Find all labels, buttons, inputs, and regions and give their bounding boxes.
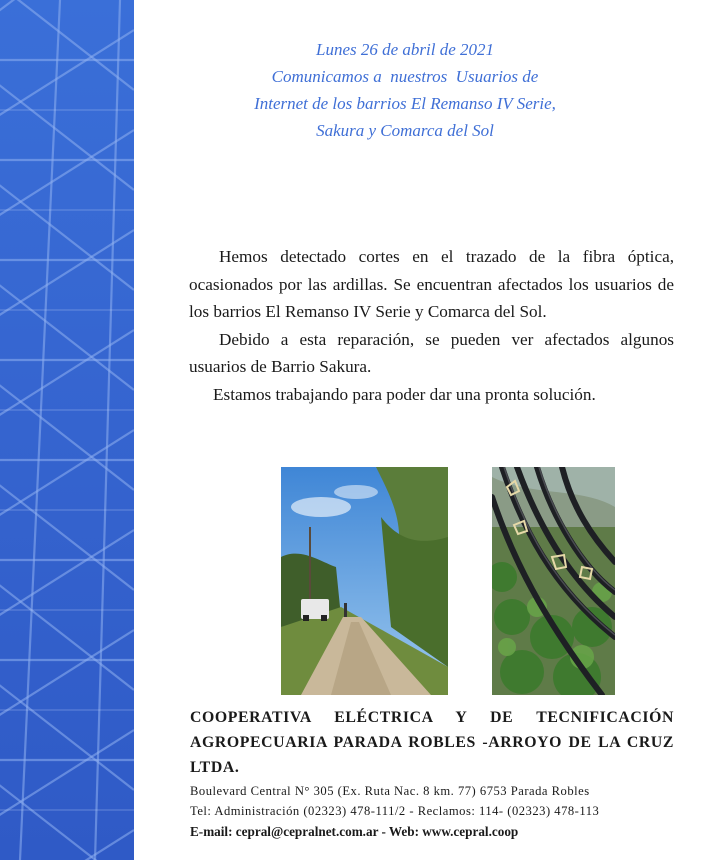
road-photo	[281, 467, 448, 695]
header-line-3: Sakura y Comarca del Sol	[316, 121, 494, 140]
paragraph-working: Estamos trabajando para poder dar una pronta solución.	[213, 384, 596, 404]
paragraph-fiber-cuts: Hemos detectado cortes en el trazado de la fibra óptica, ocasionados por las ardillas. Se encuentran afectados los usuarios de los barrios El Remanso IV Serie y Comarca del Sol.	[189, 247, 674, 322]
geodesic-pattern	[0, 0, 134, 860]
web-label: - Web:	[378, 824, 423, 839]
cooperative-address: Boulevard Central N° 305 (Ex. Ruta Nac. 8 km. 77) 6753 Parada Robles	[190, 784, 590, 798]
cooperative-phones: Tel: Administración (02323) 478-111/2 - Reclamos: 114- (02323) 478-113	[190, 804, 600, 818]
header-line-1: Comunicamos a nuestros Usuarios de	[271, 67, 539, 86]
announcement-header	[190, 36, 620, 144]
email-address[interactable]: cepral@cepralnet.com.ar	[235, 824, 379, 839]
email-label: E-mail:	[190, 824, 236, 839]
header-line-2: Internet de los barrios El Remanso IV Serie,	[254, 94, 556, 113]
cable-photo	[492, 467, 615, 695]
announcement-body	[189, 243, 674, 409]
paragraph-sakura: Debido a esta reparación, se pueden ver afectados algunos usuarios de Barrio Sakura.	[189, 329, 674, 377]
cooperative-footer	[190, 705, 674, 842]
website-link[interactable]: www.cepral.coop	[422, 824, 519, 839]
cooperative-name: COOPERATIVA ELÉCTRICA Y DE TECNIFICACIÓN AGROPECUARIA PARADA ROBLES -ARROYO DE LA CRUZ LTDA.	[190, 709, 674, 776]
decorative-side-panel	[0, 0, 134, 860]
announcement-date: Lunes 26 de abril de 2021	[315, 40, 495, 59]
contact-line	[190, 822, 674, 842]
